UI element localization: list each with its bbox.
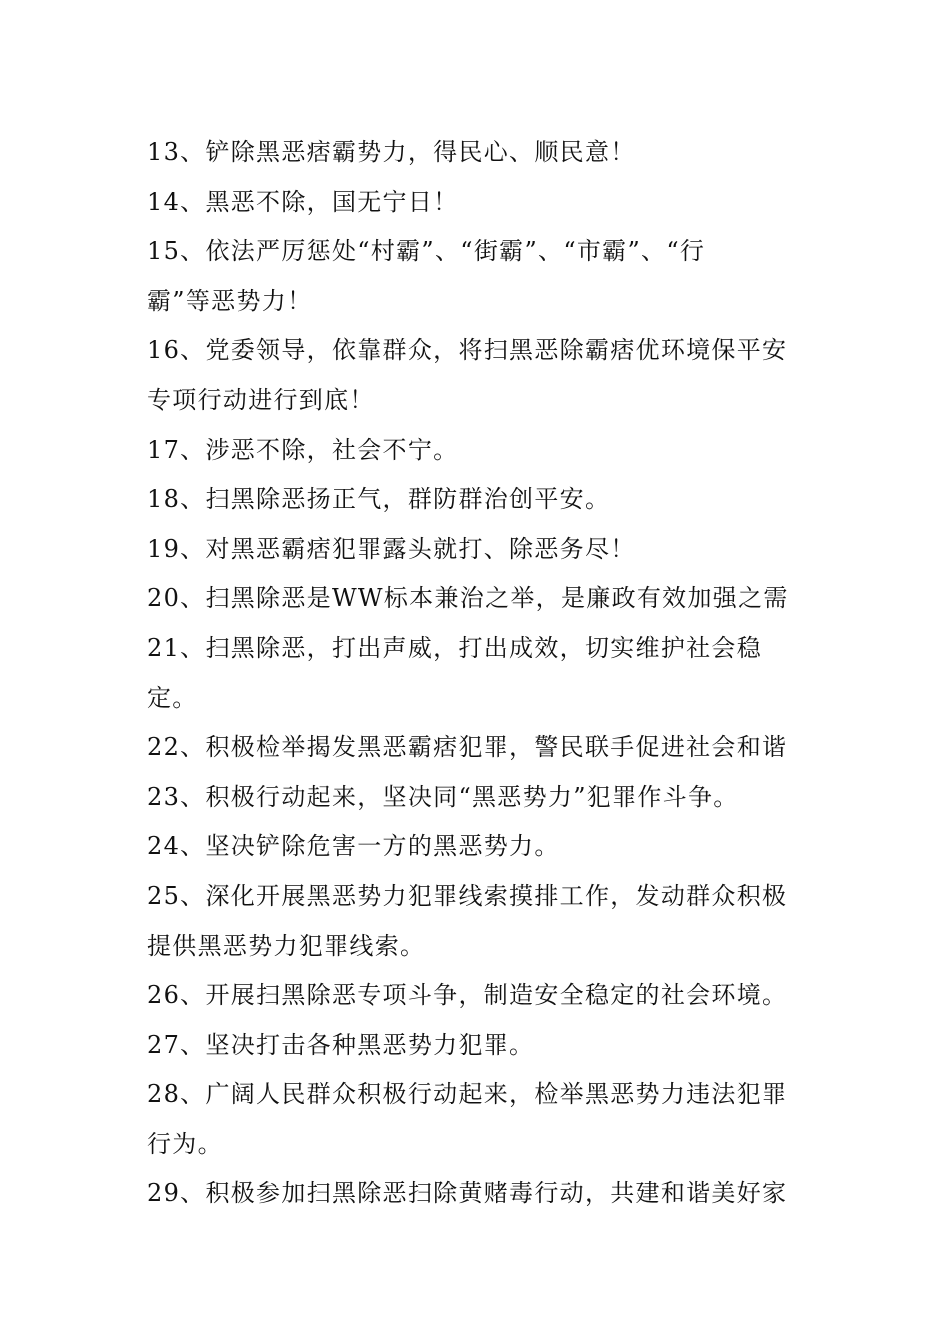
- text-line: 定。: [147, 683, 198, 712]
- text-line: 23、积极行动起来，坚决同“黑恶势力”犯罪作斗争。: [147, 782, 739, 811]
- text-line: 29、积极参加扫黑除恶扫除黄赌毒行动，共建和谐美好家: [147, 1179, 788, 1208]
- text-line: 28、广阔人民群众积极行动起来，检举黑恶势力违法犯罪: [147, 1080, 788, 1109]
- text-line: 22、积极检举揭发黑恶霸痞犯罪，警民联手促进社会和谐: [147, 733, 788, 762]
- text-line: 霸”等恶势力！: [147, 286, 313, 315]
- text-line: 26、开展扫黑除恶专项斗争，制造安全稳定的社会环境。: [147, 981, 788, 1010]
- text-line: 21、扫黑除恶，打出声威，打出成效，切实维护社会稳: [147, 633, 763, 662]
- text-line: 17、涉恶不除，社会不宁。: [147, 435, 459, 464]
- text-line: 提供黑恶势力犯罪线索。: [147, 931, 426, 960]
- text-line: 行为。: [147, 1129, 223, 1158]
- text-line: 19、对黑恶霸痞犯罪露头就打、除恶务尽！: [147, 534, 636, 563]
- text-line: 16、党委领导，依靠群众，将扫黑恶除霸痞优环境保平安: [147, 336, 788, 365]
- text-line: 15、依法严厉惩处“村霸”、“街霸”、“市霸”、“行: [147, 237, 706, 266]
- text-line: 专项行动进行到底！: [147, 385, 375, 414]
- text-line: 24、坚决铲除危害一方的黑恶势力。: [147, 832, 560, 861]
- text-line: 27、坚决打击各种黑恶势力犯罪。: [147, 1030, 535, 1059]
- text-line: 14、黑恶不除，国无宁日！: [147, 187, 459, 216]
- document-body: [147, 128, 797, 1219]
- text-line: 25、深化开展黑恶势力犯罪线索摸排工作，发动群众积极: [147, 881, 788, 910]
- text-line: 18、扫黑除恶扬正气，群防群治创平安。: [147, 485, 611, 514]
- text-line: 20、扫黑除恶是WW标本兼治之举，是廉政有效加强之需: [147, 584, 789, 613]
- text-line: 13、铲除黑恶痞霸势力，得民心、顺民意！: [147, 138, 636, 166]
